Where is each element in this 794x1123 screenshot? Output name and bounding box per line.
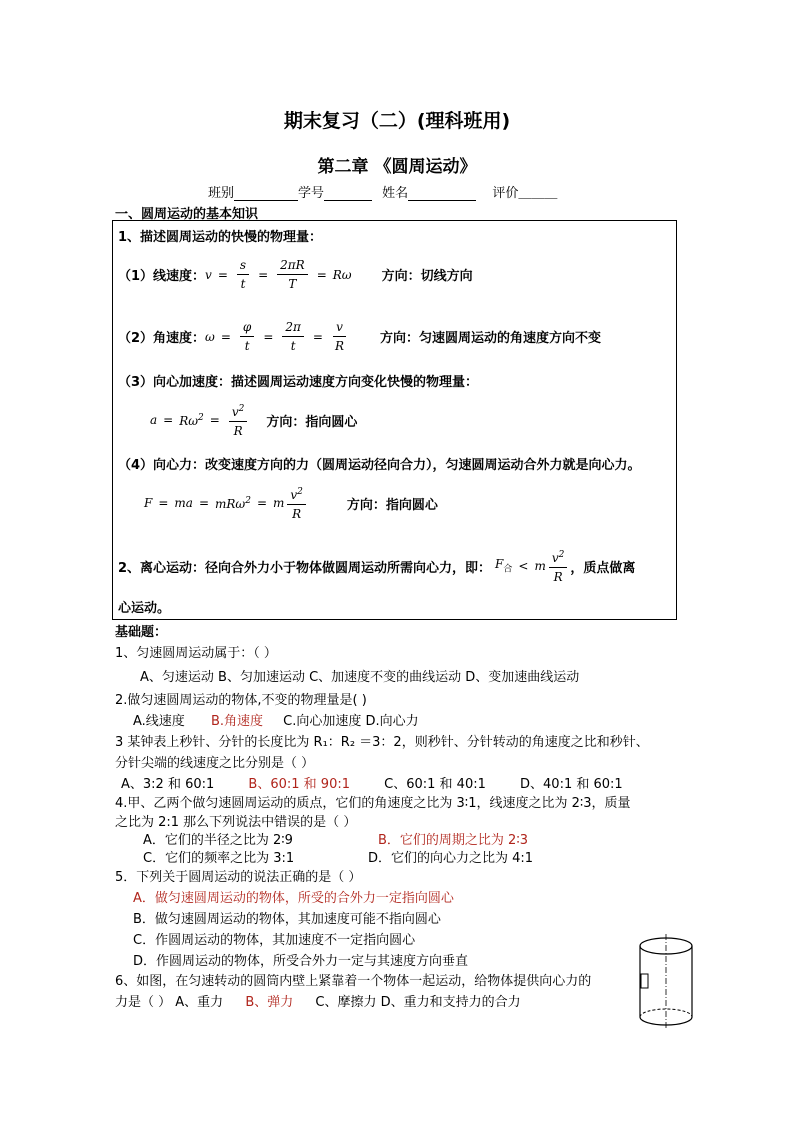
q3-option-b: B、60:1 和 90:1 xyxy=(248,777,350,792)
student-info-fields xyxy=(208,182,557,201)
q5-option-c: C．作圆周运动的物体，其加速度不一定指向圆心 xyxy=(133,933,416,948)
name-label: 姓名 xyxy=(382,186,409,201)
q6-option-b: B、弹力 xyxy=(245,995,294,1010)
q4-option-b: B．它们的周期之比为 2∶3 xyxy=(378,833,528,848)
class-label: 班别 xyxy=(208,186,235,201)
q4-stem-line2: 之比为 2:1 那么下列说法中错误的是（ ） xyxy=(115,815,357,830)
q2-option-cd: C.向心加速度 D.向心力 xyxy=(283,714,419,729)
force-formula: F = ma = mRω$^2$ = m $\frac{v^2}{R}$ xyxy=(144,485,309,521)
q3-option-d: D、40:1 和 60:1 xyxy=(520,777,623,792)
q6-stem-line1: 6、如图，在匀速转动的圆筒内壁上紧靠着一个物体一起运动，给物体提供向心力的 xyxy=(115,974,592,989)
force-label: （4）向心力：改变速度方向的力（圆周运动径向合力），匀速圆周运动合外力就是向心力。 xyxy=(118,458,641,473)
id-label: 学号 xyxy=(298,186,325,201)
centrifugal-text-end: ，质点做离 xyxy=(570,560,636,576)
eval-label: 评价＿＿＿ xyxy=(492,186,558,201)
q4-option-d: D．它们的向心力之比为 4:1 xyxy=(368,851,534,866)
section-heading: 一、圆周运动的基本知识 xyxy=(115,207,259,222)
centrifugal-text-cont: 心运动。 xyxy=(118,601,171,616)
angular-velocity-formula: ω = $\frac{\varphi}{t}$ = $\frac{2\pi}{t}$ = $\frac{v}{R}$ xyxy=(205,320,345,353)
q3-option-a: A、3:2 和 60:1 xyxy=(121,777,215,792)
q4-option-a: A．它们的半径之比为 2∶9 xyxy=(143,833,293,848)
q3-stem-line1: 3 某钟表上秒针、分针的长度比为 R₁：R₂ ＝3：2，则秒针、分针转动的角速度之比和秒针、 xyxy=(115,735,649,750)
linear-velocity-row xyxy=(118,258,473,291)
q4-stem-line1: 4.甲、乙两个做匀速圆周运动的质点，它们的角速度之比为 3∶1，线速度之比为 2∶3，质量 xyxy=(115,796,631,811)
item1-heading: 1、描述圆周运动的快慢的物理量： xyxy=(118,230,323,245)
q4-option-c: C．它们的频率之比为 3:1 xyxy=(143,851,295,866)
q6-option-cd: C、摩擦力 D、重力和支持力的合力 xyxy=(315,995,521,1010)
linear-velocity-formula: v = $\frac{s}{t}$ = $\frac{2\pi R}{T}$ = Rω xyxy=(205,258,352,291)
q6-stem-prefix: 力是（ ） A、重力 xyxy=(115,995,224,1010)
q5-option-d: D．作圆周运动的物体，所受合外力一定与其速度方向垂直 xyxy=(133,954,469,969)
angular-velocity-label: （2）角速度： xyxy=(118,331,206,346)
q6-options xyxy=(115,991,521,1010)
accel-formula: a = $R\omega^2$ = $\frac{v^2}{R}$ xyxy=(150,402,250,438)
q2-stem: 2.做匀速圆周运动的物体,不变的物理量是( ) xyxy=(115,693,367,708)
linear-velocity-label: （1）线速度： xyxy=(118,269,206,284)
accel-direction: 方向：指向圆心 xyxy=(266,414,358,430)
q5-option-b: B．做匀速圆周运动的物体，其加速度可能不指向圆心 xyxy=(133,912,441,927)
angular-velocity-direction: 方向：匀速圆周运动的角速度方向不变 xyxy=(380,331,602,346)
q2-option-b: B.角速度 xyxy=(210,714,264,729)
q5-option-a: A．做匀速圆周运动的物体，所受的合外力一定指向圆心 xyxy=(133,891,454,906)
page-title: 期末复习（二）(理科班用) xyxy=(283,110,511,132)
force-direction: 方向：指向圆心 xyxy=(346,497,438,513)
accel-row xyxy=(150,402,357,438)
accel-label: （3）向心加速度：描述圆周运动速度方向变化快慢的物理量： xyxy=(118,375,479,390)
centrifugal-row xyxy=(118,548,635,584)
q1-options: A、匀速运动 B、匀加速运动 C、加速度不变的曲线运动 D、变加速曲线运动 xyxy=(140,670,580,685)
angular-velocity-row xyxy=(118,320,601,353)
chapter-title: 第二章 《圆周运动》 xyxy=(317,157,477,177)
q2-options xyxy=(133,710,419,729)
class-blank[interactable] xyxy=(234,186,298,201)
q3-stem-line2: 分针尖端的线速度之比分别是（ ） xyxy=(115,756,315,771)
linear-velocity-direction: 方向：切线方向 xyxy=(381,269,473,284)
basics-heading: 基础题： xyxy=(115,625,168,640)
q5-stem: 5．下列关于圆周运动的说法正确的是（ ） xyxy=(115,870,362,885)
q3-option-c: C、60:1 和 40:1 xyxy=(384,777,486,792)
force-row xyxy=(144,485,438,521)
q3-options xyxy=(121,773,623,792)
id-blank[interactable] xyxy=(324,186,372,201)
centrifugal-formula: $F_合$ < m $\frac{v^2}{R}$ xyxy=(495,548,570,584)
q1-stem: 1、匀速圆周运动属于：（ ） xyxy=(115,646,277,661)
centrifugal-text: 2、离心运动：径向合外力小于物体做圆周运动所需向心力，即： xyxy=(118,560,492,576)
rotating-cylinder-figure xyxy=(634,934,700,1030)
name-blank[interactable] xyxy=(408,186,476,201)
q2-option-a: A.线速度 xyxy=(133,714,185,729)
